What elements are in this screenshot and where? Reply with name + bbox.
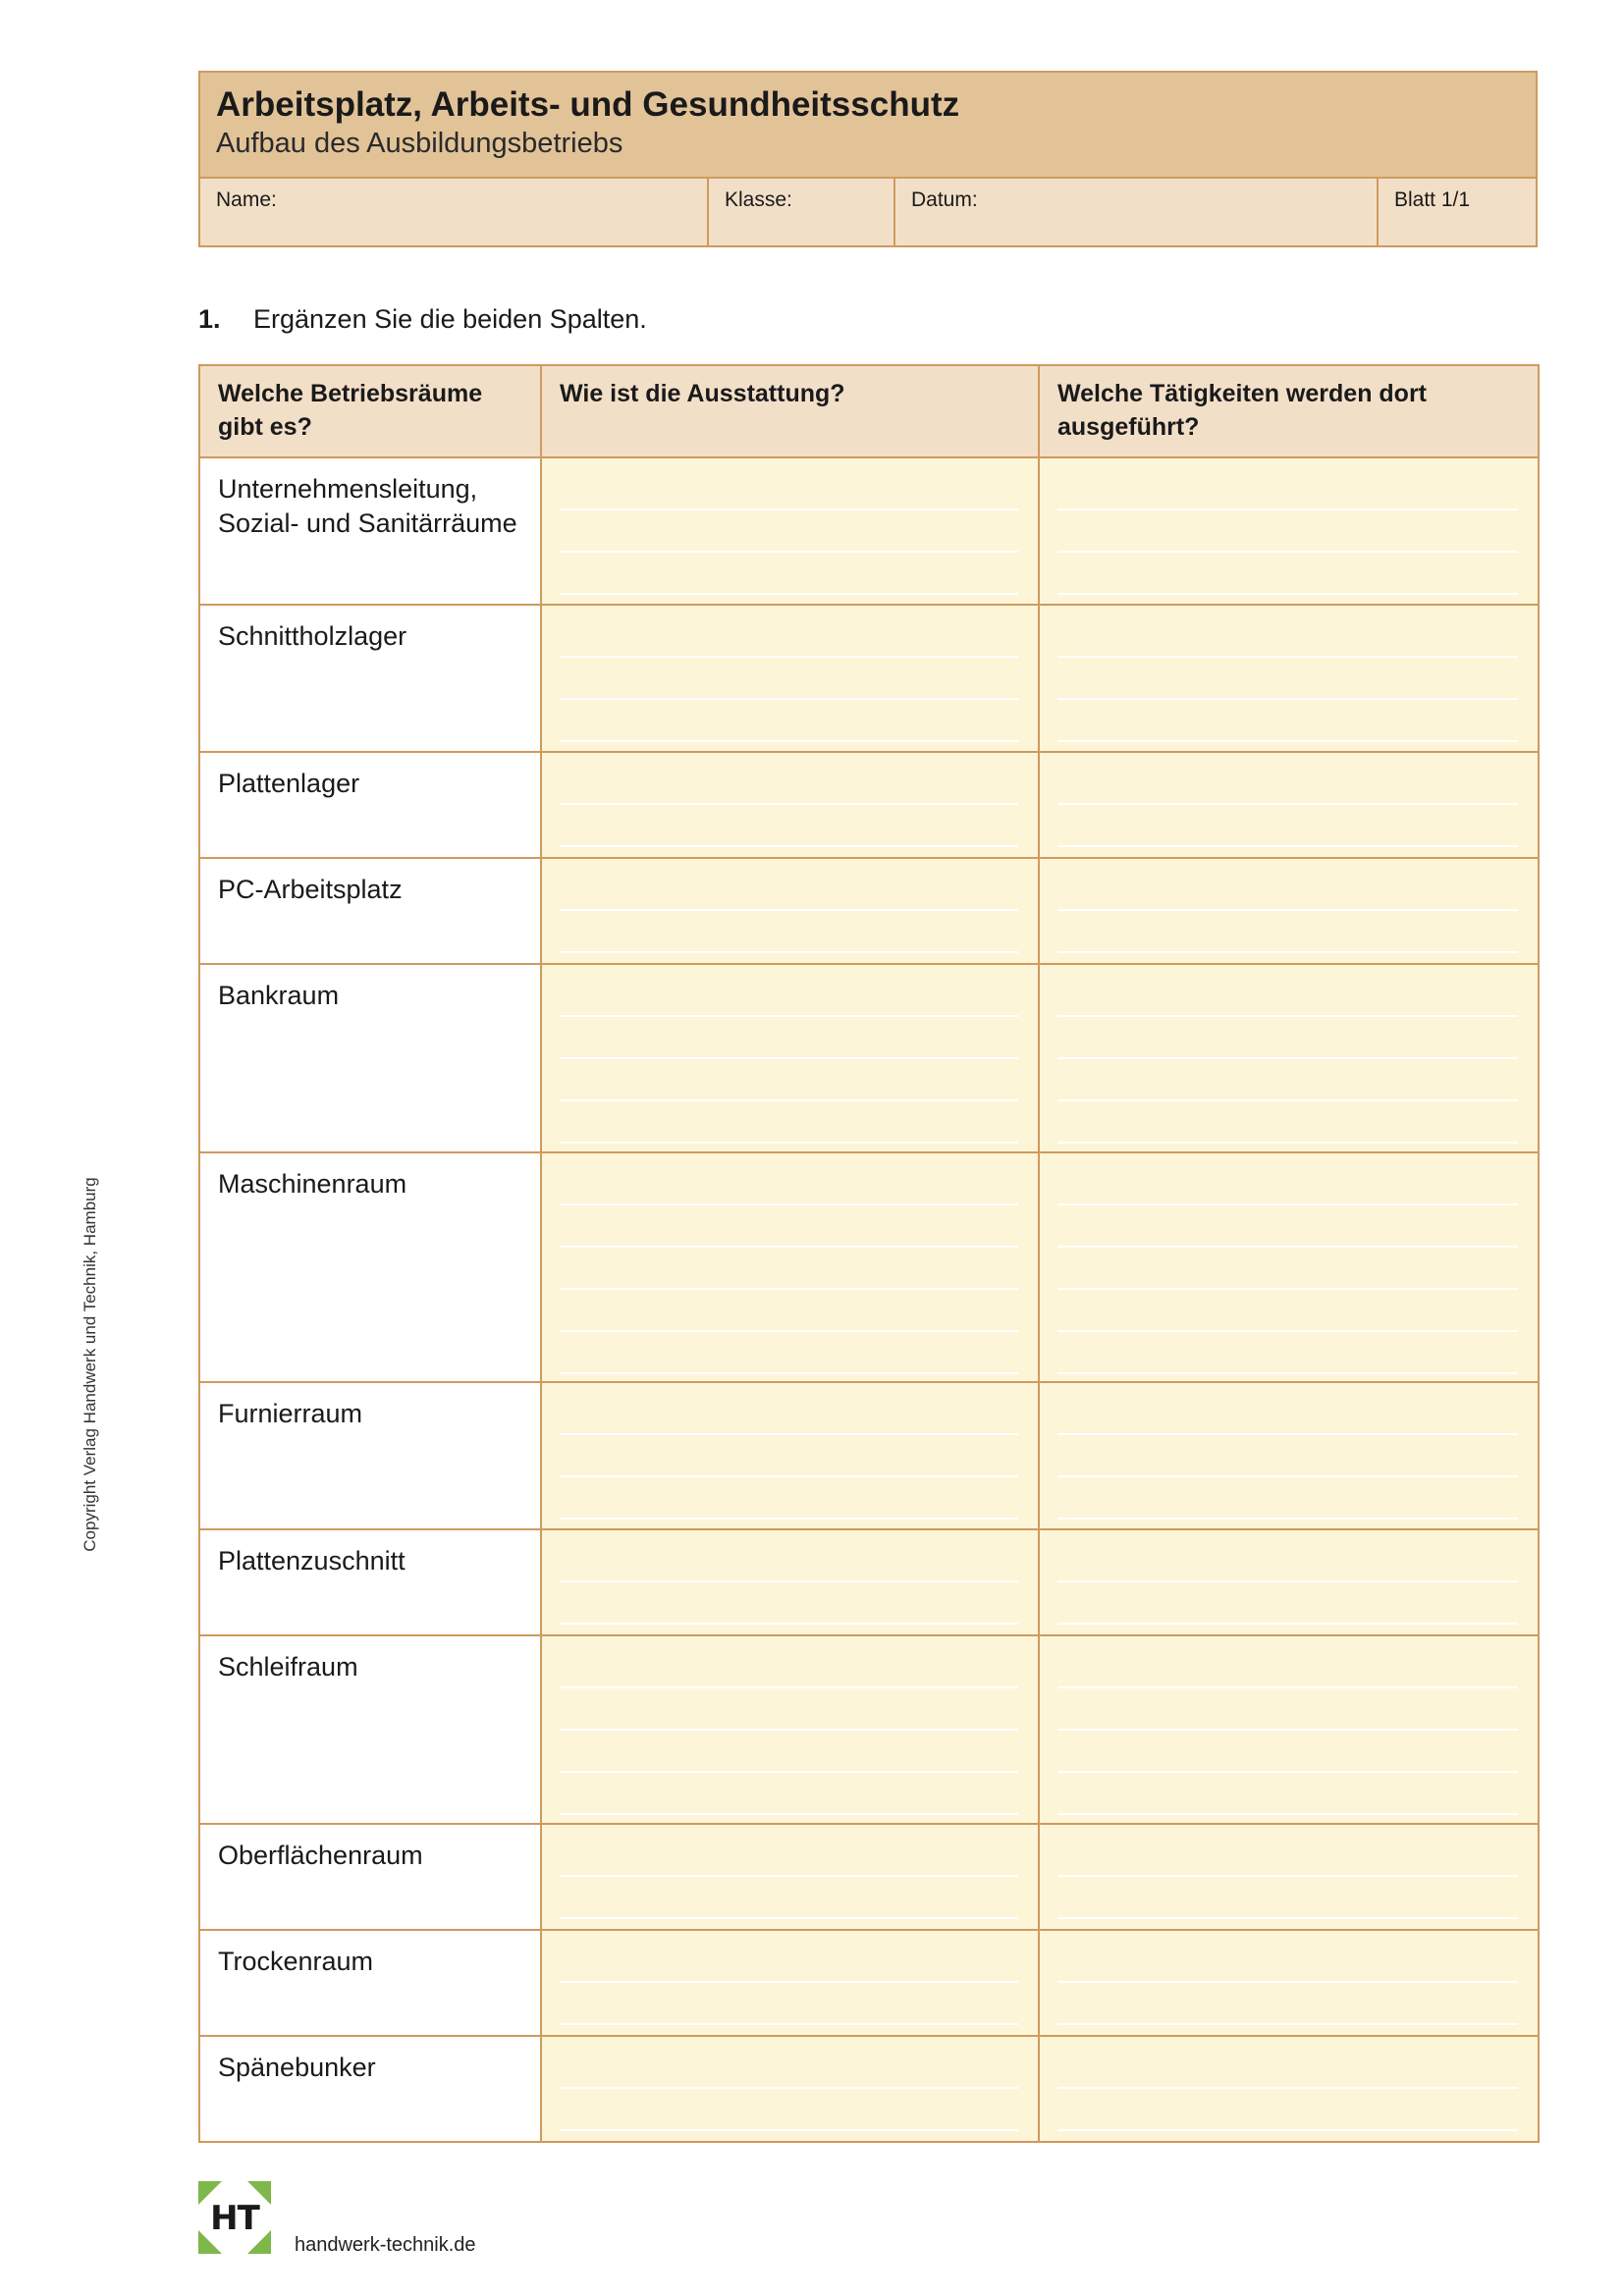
column-header-rooms: Welche Betriebsräume gibt es? (199, 365, 541, 457)
publisher-logo (198, 2181, 271, 2254)
activities-answer-field[interactable] (1039, 752, 1539, 858)
equipment-answer-field[interactable] (541, 752, 1039, 858)
column-header-equipment: Wie ist die Ausstattung? (541, 365, 1039, 457)
table-row (199, 752, 1539, 858)
table-row (199, 605, 1539, 752)
table-row (199, 858, 1539, 964)
equipment-answer-field[interactable] (541, 858, 1039, 964)
table-row (199, 2036, 1539, 2142)
table-row (199, 1152, 1539, 1382)
room-name: Maschinenraum (199, 1152, 541, 1382)
equipment-answer-field[interactable] (541, 605, 1039, 752)
task-text: Ergänzen Sie die beiden Spalten. (253, 304, 647, 334)
equipment-answer-field[interactable] (541, 1635, 1039, 1824)
activities-answer-field[interactable] (1039, 457, 1539, 605)
worksheet-header (198, 71, 1538, 247)
table-row (199, 1824, 1539, 1930)
datum-field[interactable] (893, 179, 1377, 245)
logo-mark: HT (210, 2199, 259, 2238)
klasse-field[interactable] (707, 179, 893, 245)
blatt-label: Blatt 1/1 (1394, 188, 1471, 211)
room-name: Furnierraum (199, 1382, 541, 1529)
name-label: Name: (216, 188, 277, 211)
table-row (199, 1529, 1539, 1635)
equipment-answer-field[interactable] (541, 1152, 1039, 1382)
activities-answer-field[interactable] (1039, 1529, 1539, 1635)
datum-label: Datum: (911, 188, 978, 211)
room-name: Schleifraum (199, 1635, 541, 1824)
activities-answer-field[interactable] (1039, 1152, 1539, 1382)
header-title-area (200, 73, 1536, 179)
table-row (199, 1635, 1539, 1824)
table-row (199, 1382, 1539, 1529)
equipment-answer-field[interactable] (541, 964, 1039, 1152)
room-name: Oberflächenraum (199, 1824, 541, 1930)
table-row (199, 964, 1539, 1152)
room-name: Unternehmensleitung, Sozial- und Sanitärräume (199, 457, 541, 605)
name-field[interactable] (200, 179, 707, 245)
room-name: Plattenlager (199, 752, 541, 858)
room-name: Spänebunker (199, 2036, 541, 2142)
column-header-activities: Welche Tätigkeiten werden dort ausgeführt? (1039, 365, 1539, 457)
copyright-notice (79, 1158, 102, 1571)
equipment-answer-field[interactable] (541, 1930, 1039, 2036)
activities-answer-field[interactable] (1039, 1635, 1539, 1824)
task-instruction (198, 304, 647, 335)
room-name: Trockenraum (199, 1930, 541, 2036)
equipment-answer-field[interactable] (541, 2036, 1039, 2142)
room-name: Schnittholzlager (199, 605, 541, 752)
room-name: PC-Arbeitsplatz (199, 858, 541, 964)
activities-answer-field[interactable] (1039, 1930, 1539, 2036)
activities-answer-field[interactable] (1039, 1824, 1539, 1930)
rooms-table (198, 364, 1540, 2143)
copyright-text: Copyright Verlag Handwerk und Technik, Hamburg (81, 1177, 99, 1552)
header-fields (200, 179, 1536, 245)
activities-answer-field[interactable] (1039, 605, 1539, 752)
page-subtitle: Aufbau des Ausbildungsbetriebs (216, 127, 623, 159)
table-row (199, 457, 1539, 605)
activities-answer-field[interactable] (1039, 1382, 1539, 1529)
task-number: 1. (198, 304, 221, 334)
klasse-label: Klasse: (725, 188, 792, 211)
blatt-field (1377, 179, 1536, 245)
page-title: Arbeitsplatz, Arbeits- und Gesundheitsschutz (216, 85, 960, 124)
equipment-answer-field[interactable] (541, 1529, 1039, 1635)
room-name: Plattenzuschnitt (199, 1529, 541, 1635)
activities-answer-field[interactable] (1039, 858, 1539, 964)
activities-answer-field[interactable] (1039, 2036, 1539, 2142)
website-url: handwerk-technik.de (295, 2234, 476, 2256)
table-header-row (199, 365, 1539, 457)
table-row (199, 1930, 1539, 2036)
room-name: Bankraum (199, 964, 541, 1152)
equipment-answer-field[interactable] (541, 457, 1039, 605)
equipment-answer-field[interactable] (541, 1824, 1039, 1930)
activities-answer-field[interactable] (1039, 964, 1539, 1152)
equipment-answer-field[interactable] (541, 1382, 1039, 1529)
